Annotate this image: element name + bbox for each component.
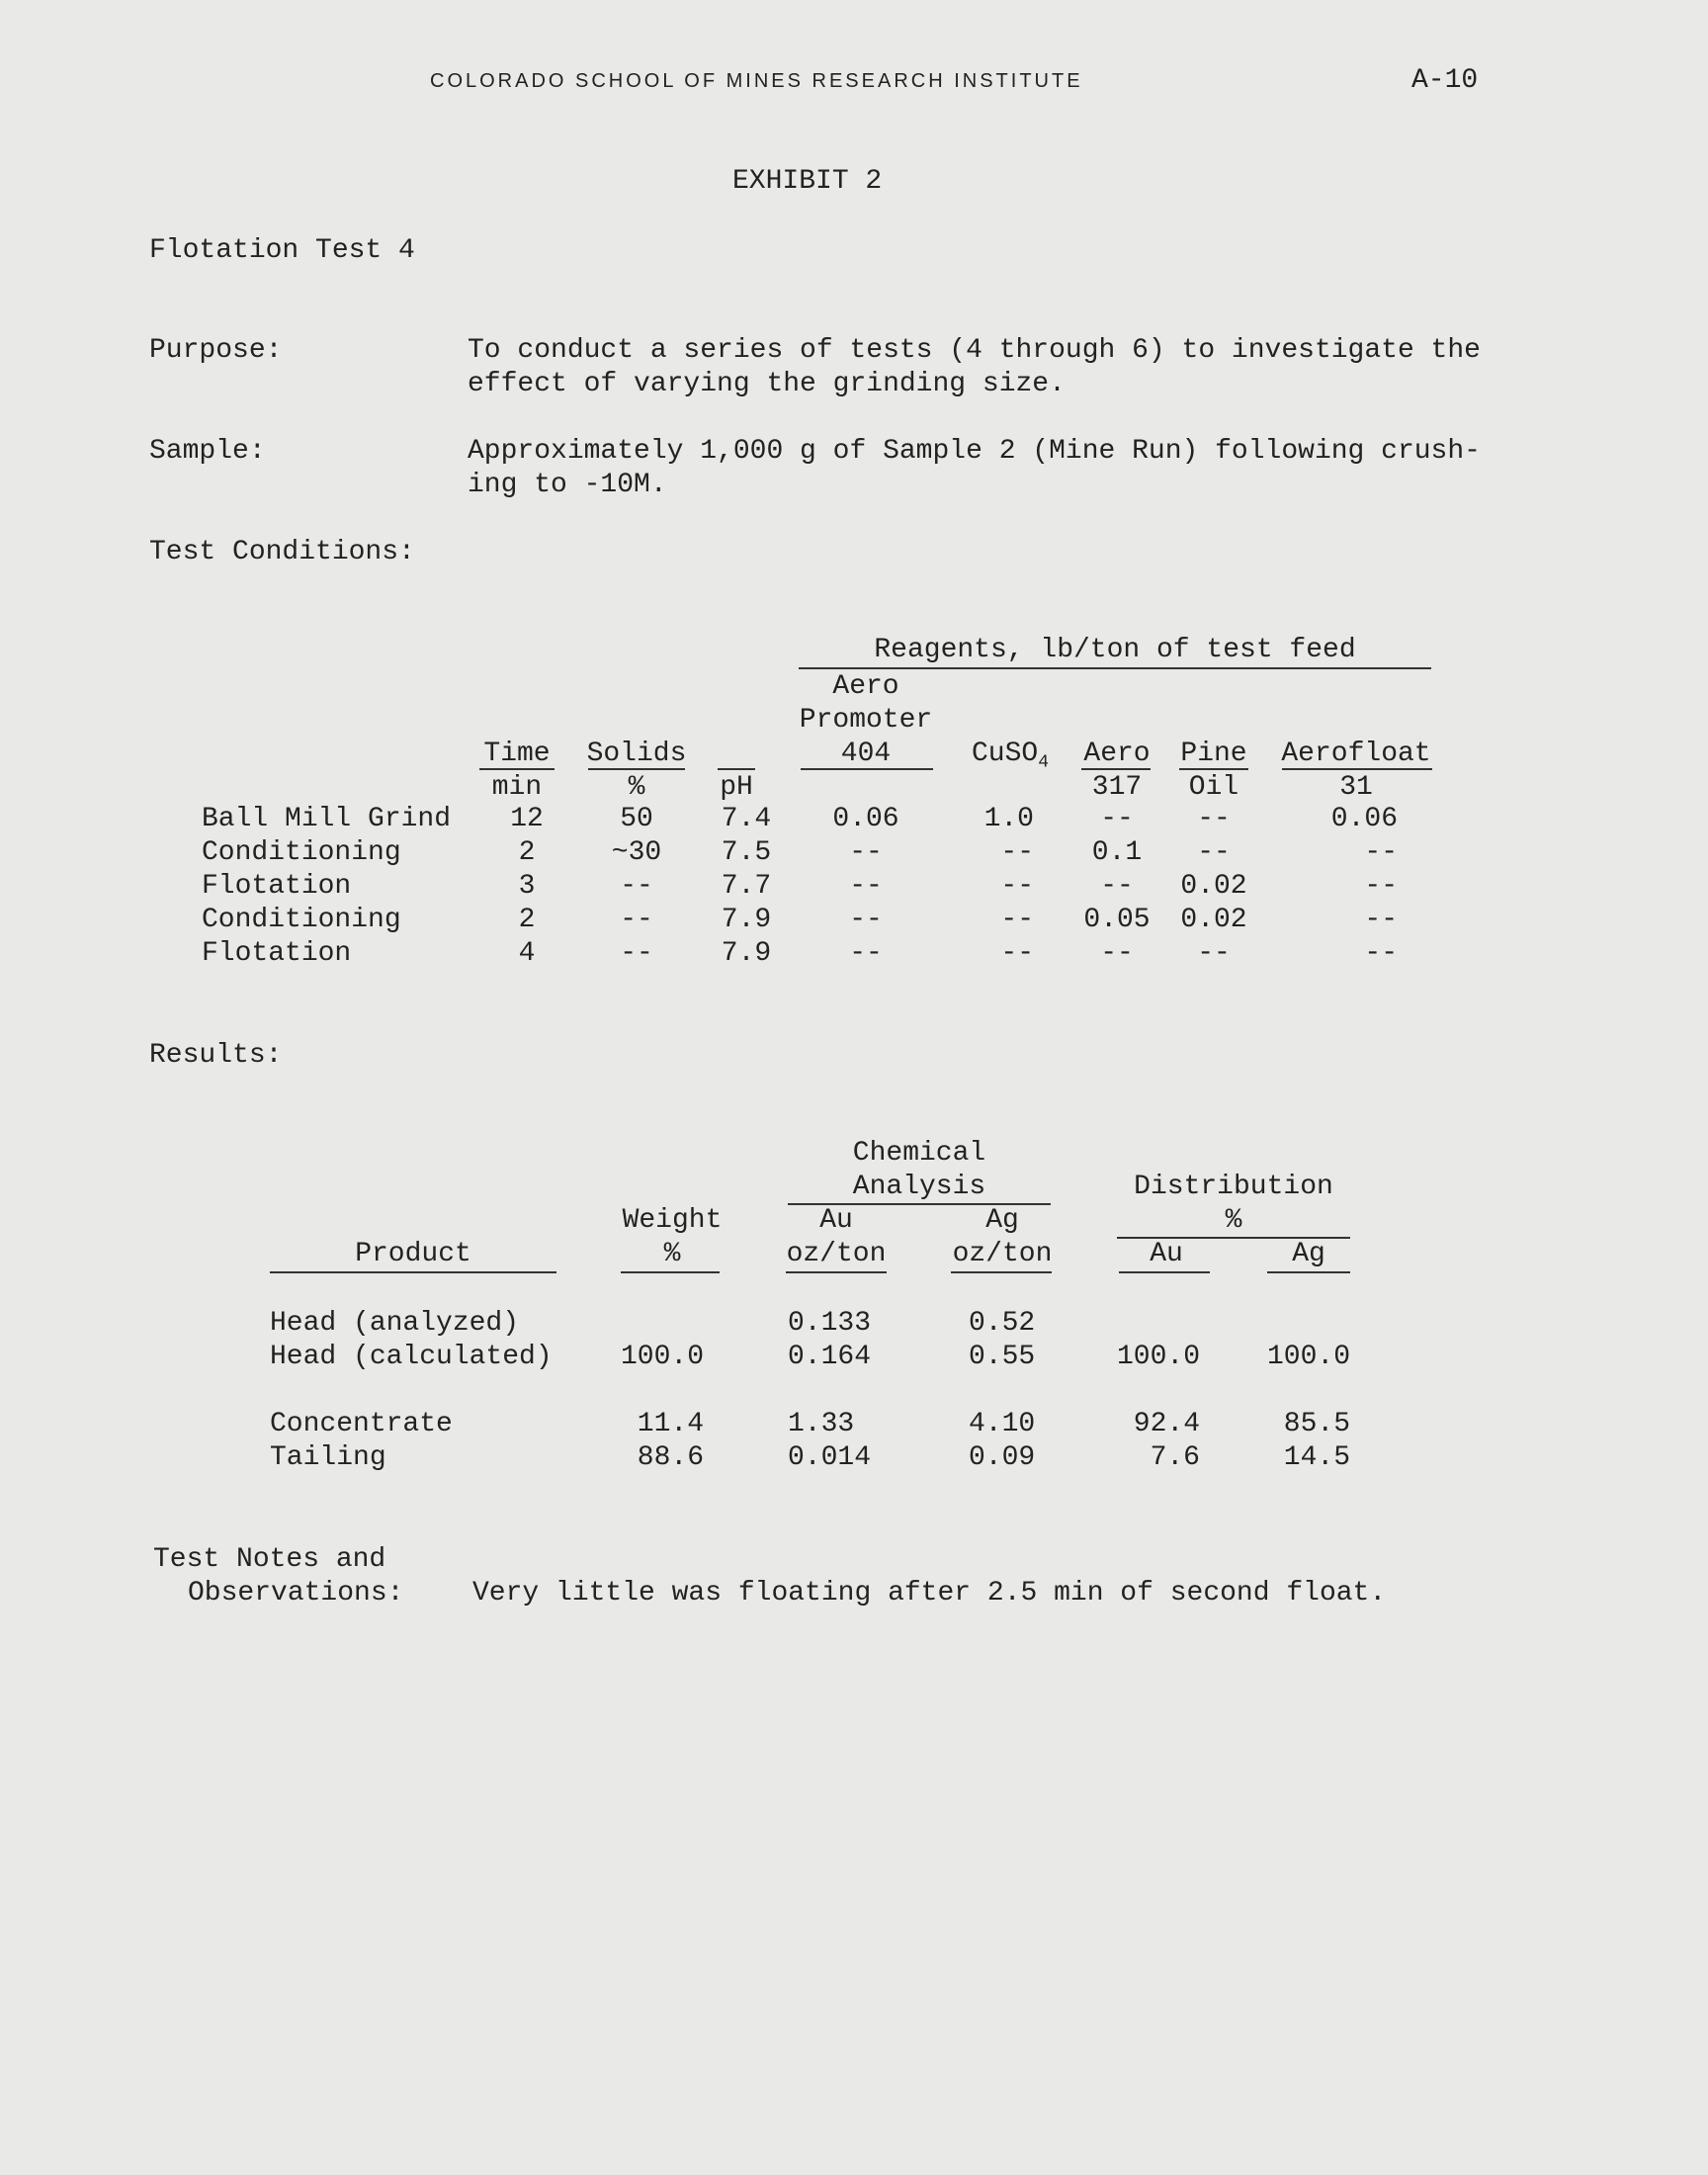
col-header-aero-promoter-404: Aero Promoter 404 bbox=[799, 671, 933, 769]
col-pine-oil: -- -- 0.02 0.02 -- bbox=[1180, 804, 1247, 969]
page-number: A-10 bbox=[1411, 65, 1479, 96]
test-title: Flotation Test 4 bbox=[149, 235, 415, 266]
col-header-dist-au: Au bbox=[1150, 1239, 1183, 1269]
table-row: Tailing bbox=[270, 1442, 386, 1473]
col-header-product: Product bbox=[355, 1239, 471, 1269]
notes-text: Very little was floating after 2.5 min of second float. bbox=[472, 1578, 1387, 1609]
results-label: Results: bbox=[149, 1040, 283, 1071]
col-weight: 100.0 11.4 88.6 bbox=[620, 1342, 704, 1473]
col-ag: 0.52 0.55 4.10 0.09 bbox=[969, 1308, 1036, 1473]
col-aero-promoter-404: 0.06 -- -- -- -- bbox=[832, 804, 899, 969]
col-time: 12 2 3 2 4 bbox=[510, 804, 544, 969]
col-header-aero-317: Aero 317 bbox=[1083, 739, 1151, 803]
col-dist-ag: 100.0 85.5 14.5 bbox=[1266, 1342, 1350, 1473]
col-header-cuso4: CuSO$_4$ bbox=[971, 739, 1050, 773]
table-row: Head (analyzed) bbox=[270, 1308, 520, 1339]
reagents-group-underline bbox=[799, 667, 1431, 669]
col-header-aerofloat-31: Aerofloat 31 bbox=[1281, 739, 1431, 803]
col-header-dist-ag: Ag bbox=[1292, 1239, 1325, 1269]
col-header-au: Au oz/ton bbox=[786, 1205, 887, 1269]
chemical-analysis-header: Chemical Analysis bbox=[852, 1138, 986, 1202]
col-aero-317: -- 0.1 -- 0.05 -- bbox=[1083, 804, 1151, 969]
col-header-weight: Weight % bbox=[622, 1205, 723, 1269]
table-row: Conditioning bbox=[202, 905, 401, 935]
table-row: Conditioning bbox=[202, 837, 401, 868]
test-conditions-label: Test Conditions: bbox=[149, 537, 415, 567]
distribution-header: Distribution % bbox=[1134, 1172, 1333, 1236]
notes-label-2: Observations: bbox=[188, 1578, 404, 1609]
col-header-pine-oil: Pine Oil bbox=[1180, 739, 1247, 803]
table-row: Concentrate bbox=[270, 1409, 453, 1439]
col-solids: 50 ~30 -- -- -- bbox=[611, 804, 662, 969]
col-header-ph: pH bbox=[720, 772, 753, 803]
sample-line-1: Approximately 1,000 g of Sample 2 (Mine Run) following crush- bbox=[468, 436, 1481, 467]
col-header-ag: Ag oz/ton bbox=[952, 1205, 1053, 1269]
table-row: Flotation bbox=[202, 938, 352, 969]
purpose-label: Purpose: bbox=[149, 335, 283, 366]
purpose-line-1: To conduct a series of tests (4 through 6) to investigate the bbox=[468, 335, 1481, 366]
table-row: Flotation bbox=[202, 871, 352, 902]
sample-line-2: ing to -10M. bbox=[468, 470, 667, 500]
col-ph: 7.4 7.5 7.7 7.9 7.9 bbox=[721, 804, 772, 969]
col-header-time: Time min bbox=[483, 739, 551, 803]
institute-header: COLORADO SCHOOL OF MINES RESEARCH INSTITUTE bbox=[430, 70, 1083, 92]
table-row: Ball Mill Grind bbox=[202, 804, 452, 834]
reagents-group-header: Reagents, lb/ton of test feed bbox=[874, 635, 1356, 665]
purpose-line-2: effect of varying the grinding size. bbox=[468, 369, 1066, 399]
sample-label: Sample: bbox=[149, 436, 266, 467]
notes-label-1: Test Notes and bbox=[153, 1544, 386, 1575]
table-row: Head (calculated) bbox=[270, 1342, 553, 1372]
col-product bbox=[270, 1307, 553, 1475]
col-header-solids: Solids % bbox=[586, 739, 687, 803]
exhibit-title: EXHIBIT 2 bbox=[732, 166, 883, 197]
col-dist-au: 100.0 92.4 7.6 bbox=[1116, 1342, 1200, 1473]
col-aerofloat-31: 0.06 -- -- -- -- bbox=[1330, 804, 1398, 969]
col-cuso4: 1.0 -- -- -- -- bbox=[983, 804, 1034, 969]
col-au: 0.133 0.164 1.33 0.014 bbox=[788, 1308, 872, 1473]
col-step bbox=[202, 803, 451, 971]
